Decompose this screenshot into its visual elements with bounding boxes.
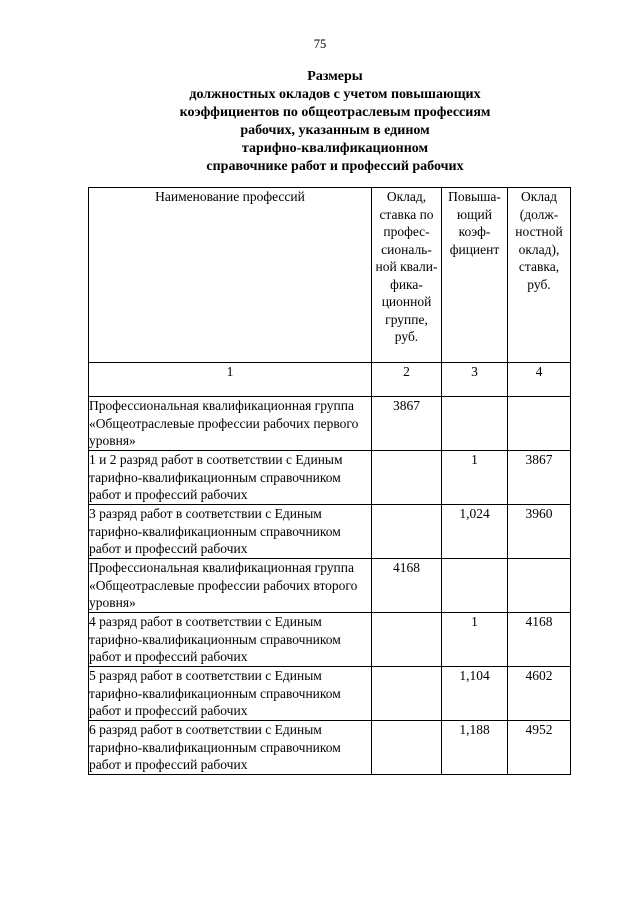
title-line: должностных окладов с учетом повышающих xyxy=(189,87,481,102)
total-salary-cell xyxy=(508,559,571,613)
salary-cell xyxy=(372,667,442,721)
title-line: справочнике работ и профессий рабочих xyxy=(206,159,464,174)
coefficient-cell: 1 xyxy=(442,451,508,505)
total-salary-cell: 4602 xyxy=(508,667,571,721)
profession-name-cell: 3 разряд работ в соответствии с Единым тарифно-квалификационным справочником работ и профессий рабочих xyxy=(89,505,372,559)
total-salary-cell: 3867 xyxy=(508,451,571,505)
coefficient-cell: 1 xyxy=(442,613,508,667)
salary-table xyxy=(88,187,571,775)
title-line: коэффициентов по общеотраслевым профессиям xyxy=(179,105,491,120)
column-number: 4 xyxy=(508,363,571,397)
table-row xyxy=(89,397,571,451)
salary-cell: 3867 xyxy=(372,397,442,451)
table-row xyxy=(89,559,571,613)
profession-name-cell: 5 разряд работ в соответствии с Единым тарифно-квалификационным справочником работ и профессий рабочих xyxy=(89,667,372,721)
coefficient-cell: 1,188 xyxy=(442,721,508,775)
title-line: Размеры xyxy=(307,69,363,84)
table-row xyxy=(89,721,571,775)
salary-cell xyxy=(372,613,442,667)
total-salary-cell: 4168 xyxy=(508,613,571,667)
column-number: 1 xyxy=(89,363,372,397)
profession-name-cell: Профессиональная квалификационная группа «Общеотраслевые профессии рабочих второго уровня» xyxy=(89,559,372,613)
table-row xyxy=(89,667,571,721)
column-number-row xyxy=(89,363,571,397)
coefficient-cell: 1,104 xyxy=(442,667,508,721)
salary-cell xyxy=(372,505,442,559)
document-title xyxy=(140,68,530,176)
total-salary-cell: 3960 xyxy=(508,505,571,559)
profession-name-cell: 1 и 2 разряд работ в соответствии с Единым тарифно-квалификационным справочником работ и профессий рабочих xyxy=(89,451,372,505)
coefficient-cell: 1,024 xyxy=(442,505,508,559)
profession-name-cell: 6 разряд работ в соответствии с Единым тарифно-квалификационным справочником работ и профессий рабочих xyxy=(89,721,372,775)
title-line: рабочих, указанным в едином xyxy=(240,123,430,138)
total-salary-cell xyxy=(508,397,571,451)
header-profession-name: Наименование профессий xyxy=(89,188,372,363)
table-row xyxy=(89,451,571,505)
header-row xyxy=(89,188,571,363)
salary-cell xyxy=(372,721,442,775)
table-row xyxy=(89,613,571,667)
header-coefficient: Повыша-ющий коэф-фициент xyxy=(442,188,508,363)
column-number: 3 xyxy=(442,363,508,397)
total-salary-cell: 4952 xyxy=(508,721,571,775)
header-salary-by-group: Оклад, ставка по профес-сиональ-ной квали-фика-ционной группе, руб. xyxy=(372,188,442,363)
column-number: 2 xyxy=(372,363,442,397)
table-row xyxy=(89,505,571,559)
coefficient-cell xyxy=(442,559,508,613)
salary-cell: 4168 xyxy=(372,559,442,613)
profession-name-cell: 4 разряд работ в соответствии с Единым тарифно-квалификационным справочником работ и профессий рабочих xyxy=(89,613,372,667)
title-line: тарифно-квалификационном xyxy=(241,141,429,156)
coefficient-cell xyxy=(442,397,508,451)
page-number: 75 xyxy=(313,37,327,51)
profession-name-cell: Профессиональная квалификационная группа «Общеотраслевые профессии рабочих первого уровня» xyxy=(89,397,372,451)
salary-cell xyxy=(372,451,442,505)
header-final-salary: Оклад (долж-ностной оклад), ставка, руб. xyxy=(508,188,571,363)
